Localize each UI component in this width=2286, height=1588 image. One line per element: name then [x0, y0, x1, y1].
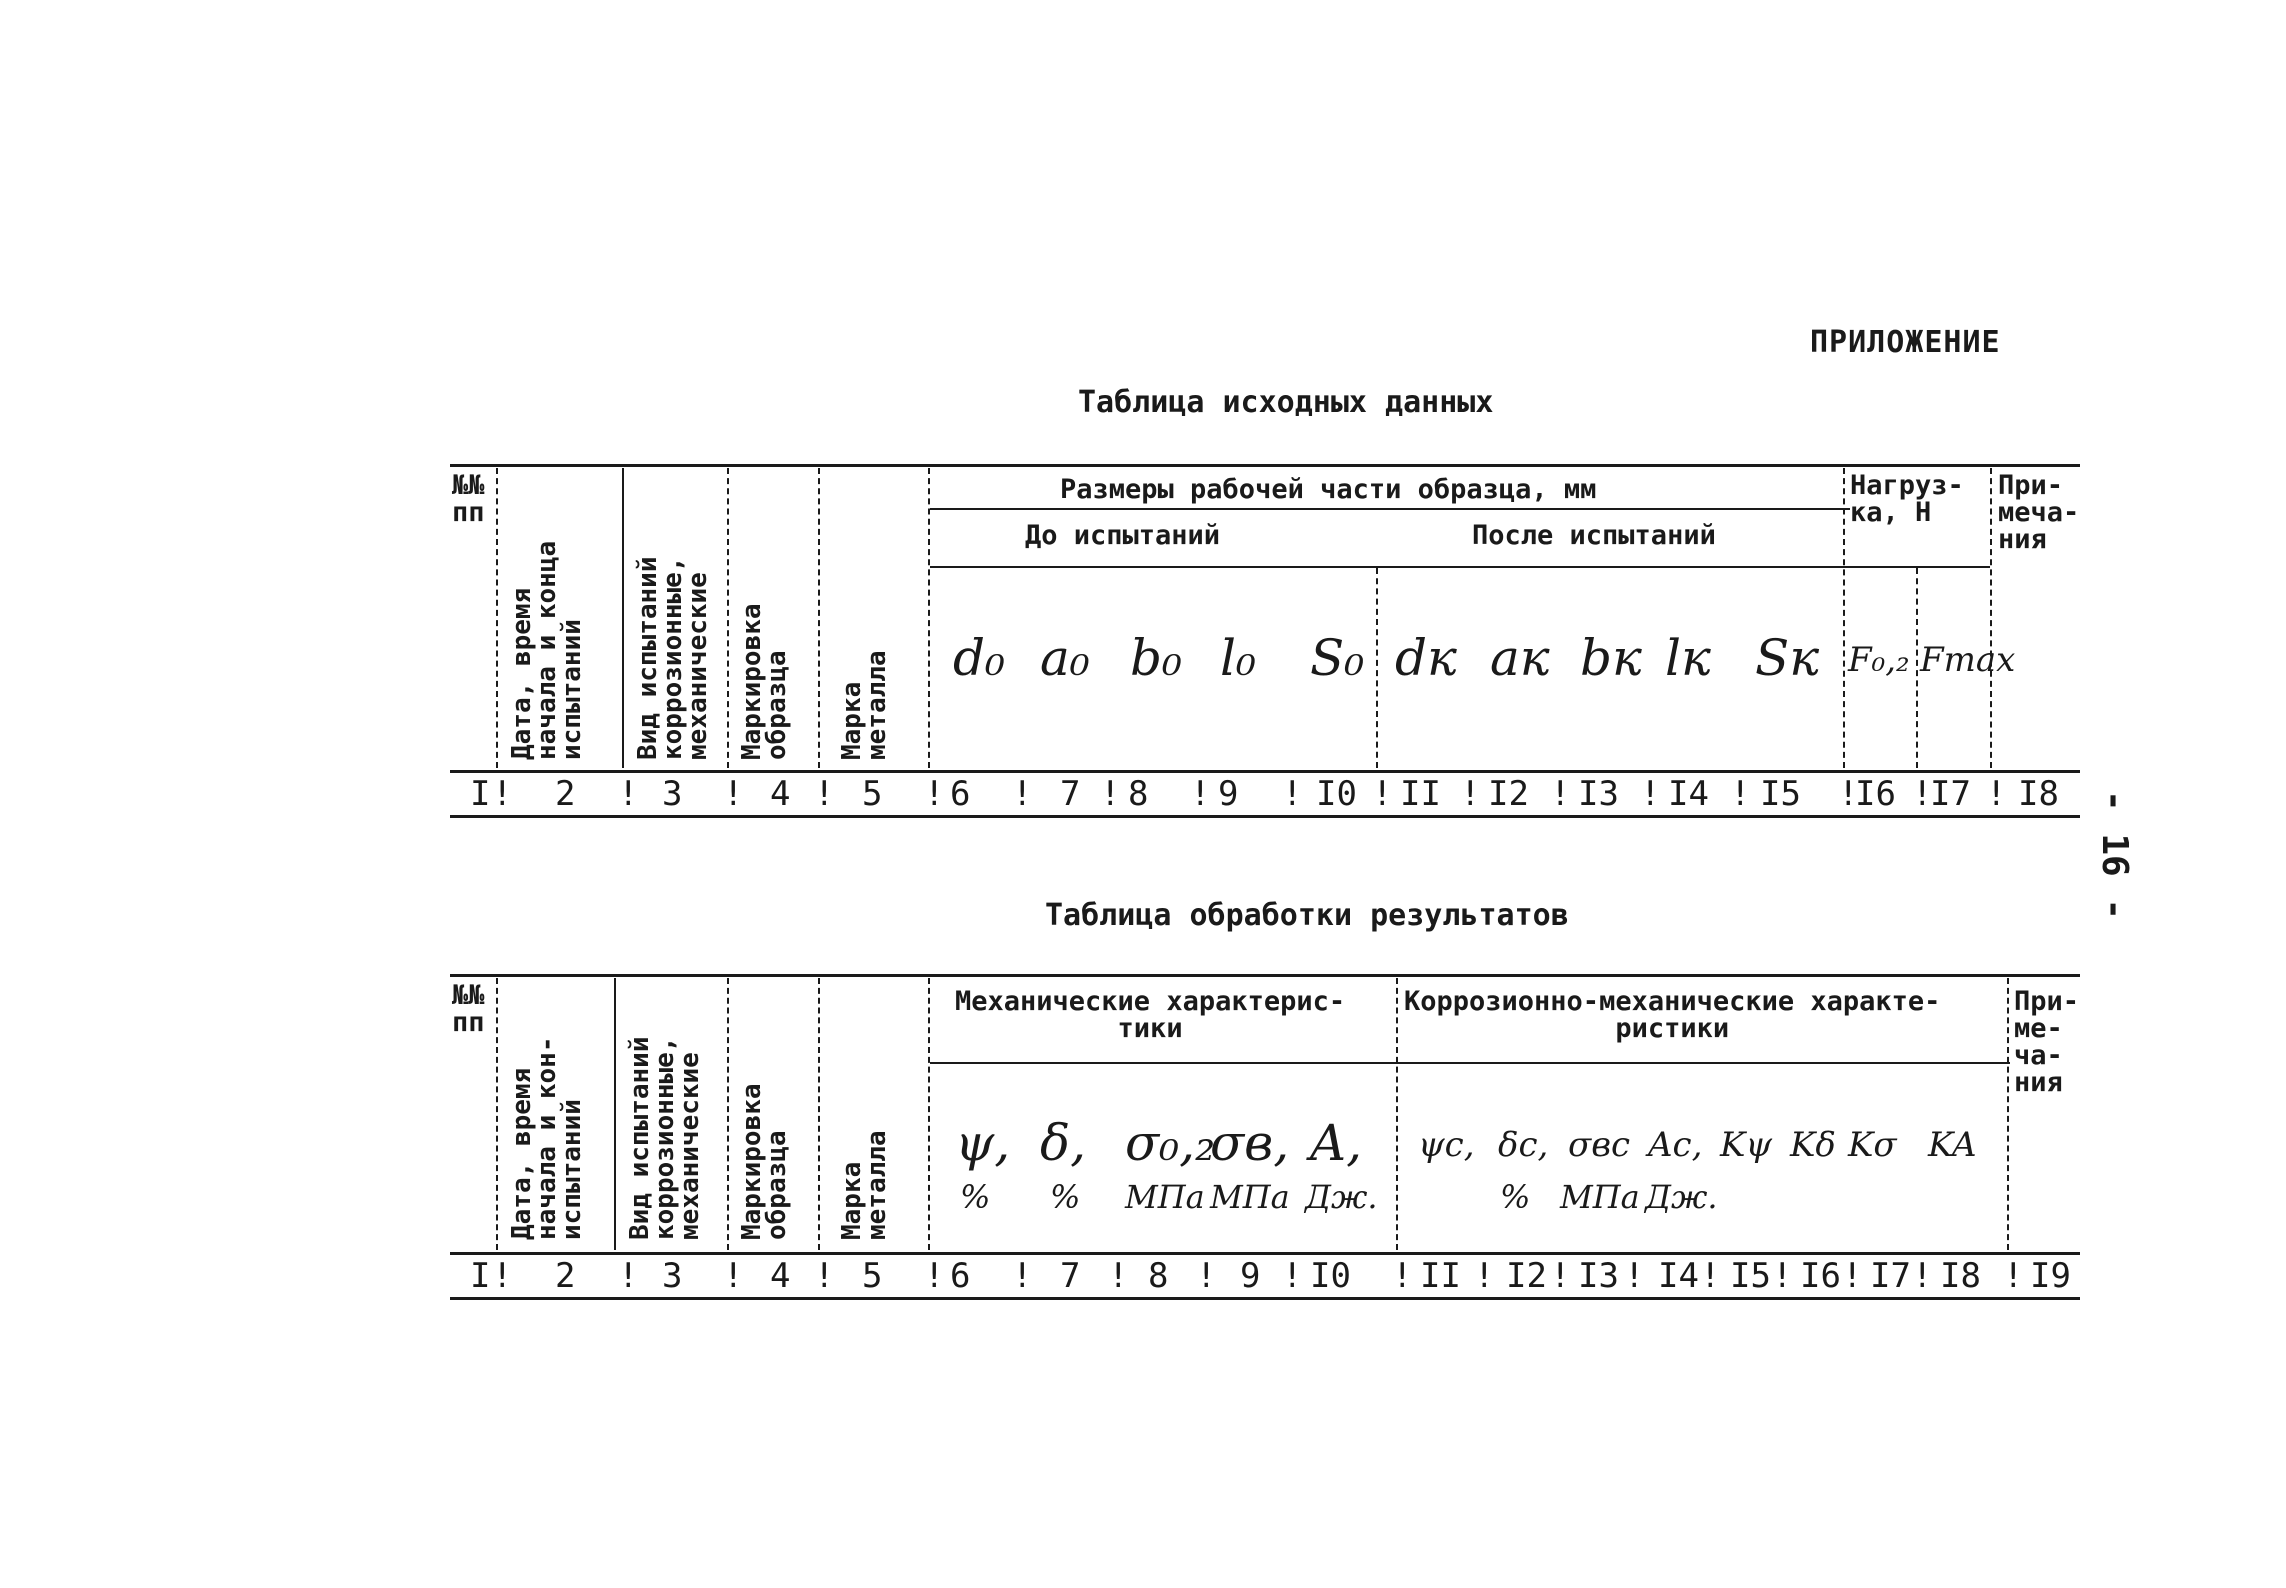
table1-col-num: 3	[662, 774, 683, 814]
table2-sep	[614, 978, 616, 1250]
table2-corr-symbol: Kψ	[1720, 1125, 1773, 1165]
table1-sep	[1376, 568, 1378, 768]
number-row-separator: !	[1730, 774, 1751, 814]
table1-sub-rule	[930, 566, 1990, 568]
table2-sep	[928, 978, 930, 1250]
table2-col-num: 3	[662, 1256, 683, 1296]
table1-col-num: 7	[1060, 774, 1081, 814]
table2-corr-symbol: KA	[1928, 1125, 1977, 1165]
table1-col-num: I5	[1760, 774, 1801, 814]
number-row-separator: !	[814, 1256, 835, 1296]
table2-col-metal: Марка металла	[837, 1130, 892, 1240]
table2-mech-unit: МПа	[1210, 1178, 1290, 1216]
table1-sep	[928, 468, 930, 768]
table1-col-number: №№ пп	[452, 470, 485, 528]
number-row-separator: !	[492, 1256, 513, 1296]
number-row-separator: !	[1842, 1256, 1863, 1296]
number-row-separator: !	[1838, 774, 1859, 814]
number-row-separator: !	[1460, 774, 1481, 814]
table1-col-num: I	[470, 774, 491, 814]
number-row-separator: !	[1550, 774, 1571, 814]
number-row-separator: !	[1190, 774, 1211, 814]
table2-group-mech: Механические характерис- тики	[955, 986, 1346, 1044]
table1-col-num: 2	[555, 774, 576, 814]
table2-col-num: I0	[1310, 1256, 1351, 1296]
table1-symbol: d₀	[953, 629, 1006, 687]
number-row-separator: !	[1640, 774, 1661, 814]
appendix-heading: ПРИЛОЖЕНИЕ	[1810, 325, 2001, 360]
table1-col-num: 5	[862, 774, 883, 814]
table1-symbol: Fmax	[1920, 640, 2016, 680]
table1-sub-before: До испытаний	[1025, 520, 1221, 551]
table2-corr-symbol: σвс	[1568, 1125, 1631, 1165]
number-row-separator: !	[1550, 1256, 1571, 1296]
table2-col-num: 6	[950, 1256, 971, 1296]
table1-col-metal: Марка металла	[837, 650, 892, 760]
table1-sep	[727, 468, 729, 768]
table2-col-num: I	[470, 1256, 491, 1296]
table2-col-num: I7	[1870, 1256, 1911, 1296]
table1-col-num: I8	[2018, 774, 2059, 814]
table2-sep	[818, 978, 820, 1250]
table2-col-num: 9	[1240, 1256, 1261, 1296]
table2-corr-symbol: Aс,	[1648, 1125, 1703, 1165]
table2-mech-symbol: δ,	[1040, 1114, 1086, 1172]
table1-symbol: S₀	[1310, 629, 1365, 687]
number-row-separator: !	[924, 1256, 945, 1296]
table1-col-num: 6	[950, 774, 971, 814]
table1-sep	[1843, 468, 1845, 768]
table1-symbol: a₀	[1040, 629, 1090, 687]
table2-col-num: I6	[1800, 1256, 1841, 1296]
table1-header-rule	[450, 770, 2080, 773]
table1-group-load: Нагруз- ка, Н	[1850, 470, 1964, 528]
table2-sep	[496, 978, 498, 1250]
table2-col-num: I4	[1658, 1256, 1699, 1296]
table1-col-num: I0	[1316, 774, 1357, 814]
number-row-separator: !	[723, 1256, 744, 1296]
table2-col-num: 7	[1060, 1256, 1081, 1296]
table1-symbol: l₀	[1220, 629, 1257, 687]
table1-title: Таблица исходных данных	[1078, 385, 1494, 420]
table2-col-num: II	[1420, 1256, 1461, 1296]
table2-mech-symbol: A,	[1310, 1114, 1363, 1172]
table2-col-num: 8	[1148, 1256, 1169, 1296]
table1-col-num: 4	[770, 774, 791, 814]
table2-mech-unit: %	[960, 1178, 991, 1216]
number-row-separator: !	[618, 774, 639, 814]
table2-title: Таблица обработки результатов	[1045, 898, 1569, 933]
number-row-separator: !	[1474, 1256, 1495, 1296]
number-row-separator: !	[1912, 1256, 1933, 1296]
table2-corr-unit: %	[1500, 1178, 1531, 1216]
table1-sep	[496, 468, 498, 768]
table2-header-rule	[450, 1252, 2080, 1255]
table1-col-num: II	[1400, 774, 1441, 814]
table2-col-num: 4	[770, 1256, 791, 1296]
table1-symbol: aк	[1490, 629, 1550, 687]
number-row-separator: !	[1100, 774, 1121, 814]
table2-col-number: №№ пп	[452, 980, 485, 1038]
table1-sep	[1916, 568, 1918, 768]
table1-group-sizes: Размеры рабочей части образца, мм	[1060, 474, 1597, 505]
table1-col-num: I3	[1578, 774, 1619, 814]
table2-col-num: I5	[1730, 1256, 1771, 1296]
page-number: - 16 -	[2094, 790, 2135, 921]
table2-col-num: I2	[1506, 1256, 1547, 1296]
table1-col-num: I7	[1930, 774, 1971, 814]
table1-symbol: bк	[1580, 629, 1642, 687]
table1-symbol: F₀,₂	[1848, 640, 1910, 680]
number-row-separator: !	[1700, 1256, 1721, 1296]
table2-mech-symbol: ψ,	[955, 1114, 1011, 1172]
number-row-separator: !	[1012, 774, 1033, 814]
table2-col-num: 5	[862, 1256, 883, 1296]
table1-bottom-rule	[450, 815, 2080, 818]
table2-top-rule	[450, 974, 2080, 977]
table1-col-num: I2	[1488, 774, 1529, 814]
table1-col-test-type: Вид испытаний коррозионные, механические	[633, 556, 713, 760]
table2-corr-symbol: ψс,	[1418, 1125, 1475, 1165]
table1-col-date: Дата, время начала и конца испытаний	[507, 540, 587, 760]
table2-bottom-rule	[450, 1297, 2080, 1300]
table2-corr-symbol: δс,	[1498, 1125, 1549, 1165]
number-row-separator: !	[1986, 774, 2007, 814]
number-row-separator: !	[1196, 1256, 1217, 1296]
table2-sep	[2007, 978, 2009, 1250]
number-row-separator: !	[1282, 774, 1303, 814]
table2-mech-unit: МПа	[1125, 1178, 1205, 1216]
number-row-separator: !	[2003, 1256, 2024, 1296]
table2-corr-unit: МПа	[1560, 1178, 1640, 1216]
table2-corr-symbol: Kδ	[1790, 1125, 1836, 1165]
number-row-separator: !	[1372, 774, 1393, 814]
number-row-separator: !	[1624, 1256, 1645, 1296]
table1-col-notes: При- меча- ния	[1998, 470, 2080, 555]
table1-sep	[818, 468, 820, 768]
table1-col-marking: Маркировка образца	[737, 603, 792, 760]
table2-sub-rule	[930, 1062, 2010, 1064]
table2-col-notes: При- ме- ча- ния	[2014, 986, 2080, 1098]
table2-sep	[727, 978, 729, 1250]
table1-sep	[622, 468, 624, 768]
number-row-separator: !	[1108, 1256, 1129, 1296]
table2-col-num: I8	[1940, 1256, 1981, 1296]
number-row-separator: !	[1392, 1256, 1413, 1296]
table1-top-rule	[450, 464, 2080, 467]
number-row-separator: !	[1912, 774, 1933, 814]
table2-col-test-type: Вид испытаний коррозионные, механические	[625, 1036, 705, 1240]
table1-symbol: lк	[1665, 629, 1711, 687]
table1-symbol: dк	[1395, 629, 1457, 687]
number-row-separator: !	[1012, 1256, 1033, 1296]
table1-sizes-rule	[930, 508, 1850, 510]
table1-symbol: Sк	[1755, 629, 1820, 687]
table2-mech-unit: Дж.	[1305, 1178, 1378, 1216]
table2-group-corr: Коррозионно-механические характе- ристики	[1404, 986, 1941, 1044]
table2-sep	[1396, 978, 1398, 1250]
table2-corr-unit: Дж.	[1645, 1178, 1718, 1216]
table1-col-num: 8	[1128, 774, 1149, 814]
table2-col-num: 2	[555, 1256, 576, 1296]
table2-col-marking: Маркировка образца	[737, 1083, 792, 1240]
table2-col-num: I3	[1578, 1256, 1619, 1296]
table2-col-num: I9	[2030, 1256, 2071, 1296]
table1-col-num: I4	[1668, 774, 1709, 814]
table1-sep	[1990, 468, 1992, 768]
number-row-separator: !	[1772, 1256, 1793, 1296]
table2-col-date: Дата, время начала и кон- испытаний	[507, 1036, 587, 1240]
number-row-separator: !	[814, 774, 835, 814]
number-row-separator: !	[723, 774, 744, 814]
number-row-separator: !	[492, 774, 513, 814]
table2-mech-symbol: σв,	[1210, 1114, 1290, 1172]
number-row-separator: !	[924, 774, 945, 814]
table2-corr-symbol: Kσ	[1848, 1125, 1897, 1165]
number-row-separator: !	[1282, 1256, 1303, 1296]
table2-mech-unit: %	[1050, 1178, 1081, 1216]
number-row-separator: !	[618, 1256, 639, 1296]
table2-mech-symbol: σ₀,₂	[1125, 1114, 1216, 1172]
table1-symbol: b₀	[1130, 629, 1183, 687]
table1-col-num: 9	[1218, 774, 1239, 814]
table1-sub-after: После испытаний	[1472, 520, 1716, 551]
table1-col-num: I6	[1855, 774, 1896, 814]
